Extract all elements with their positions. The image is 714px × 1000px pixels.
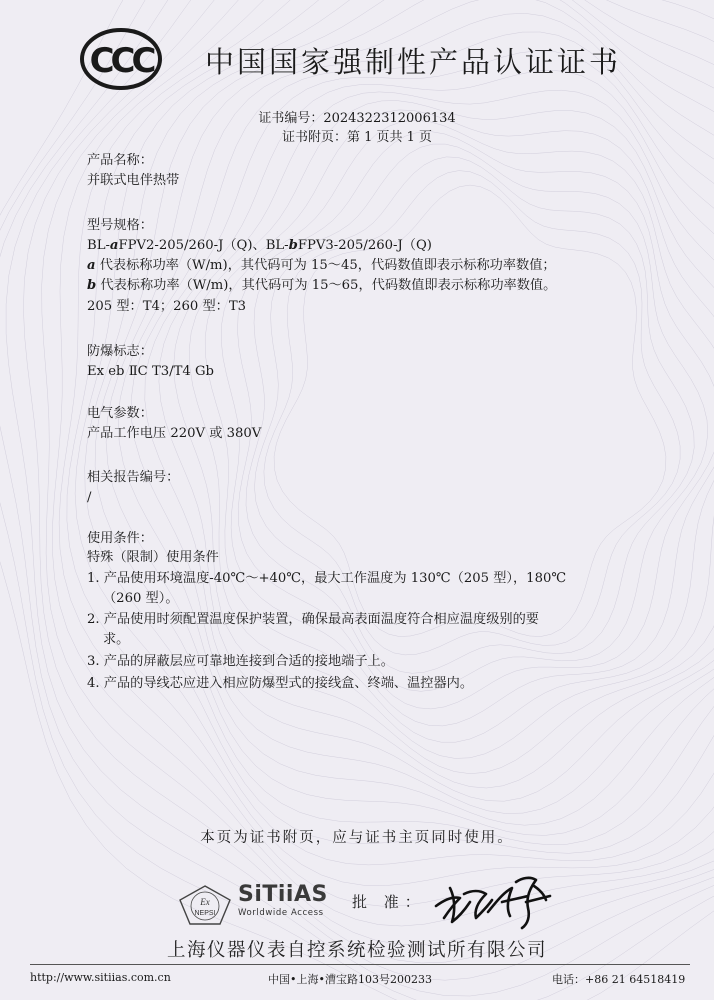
guilloche-line: [131, 32, 714, 814]
model-var-b: b: [87, 278, 97, 293]
condition-number: 3.: [87, 654, 100, 669]
ccc-logo: [80, 28, 162, 90]
nepsi-ex-logo: [178, 884, 232, 926]
condition-continuation: 求。: [103, 632, 130, 647]
model-line-3: [87, 277, 556, 295]
model-text: FPV3-205/260-J（Q): [297, 238, 432, 253]
condition-text: 产品使用环境温度-40℃～+40℃，最大工作温度为 130℃（205 型），180℃: [103, 571, 567, 586]
model-text: FPV2-205/260-J（Q)、BL-: [118, 238, 289, 253]
condition-item: [87, 675, 473, 693]
sitiias-brand: SiTiiAS: [238, 882, 328, 907]
conditions-subtitle: 特殊（限制）使用条件: [87, 550, 219, 565]
electrical-value: 产品工作电压 220V 或 380V: [87, 426, 262, 441]
approver-signature: [430, 872, 560, 932]
phone-number: 电话：+86 21 64518419: [552, 973, 686, 986]
certificate-title: 中国国家强制性产品认证证书: [205, 45, 622, 79]
footer-divider: [30, 964, 690, 965]
explosion-value: Ex eb ⅡC T3/T4 Gb: [87, 364, 214, 379]
model-label: 型号规格：: [87, 218, 153, 233]
model-var-a: a: [87, 258, 96, 273]
report-value: /: [87, 490, 92, 505]
approval-label: 批 准：: [352, 893, 426, 911]
svg-text:Ex: Ex: [200, 897, 210, 907]
condition-item: [87, 611, 539, 629]
conditions-label: 使用条件：: [87, 531, 153, 546]
condition-text: 产品使用时须配置温度保护装置，确保最高表面温度符合相应温度级别的要: [103, 612, 539, 627]
sitiias-tagline: Worldwide Access: [238, 908, 324, 918]
certificate-number: 证书编号：2024322312006134: [258, 111, 456, 126]
condition-text: 产品的屏蔽层应可靠地连接到合适的接地端子上。: [103, 654, 394, 669]
svg-text:NEPSI: NEPSI: [194, 910, 216, 917]
condition-continuation: （260 型）。: [103, 591, 179, 606]
condition-number: 4.: [87, 676, 100, 691]
condition-item: [87, 570, 566, 588]
guilloche-line: [246, 144, 708, 691]
model-text: 代表标称功率（W/m)，其代码可为 15～45，代码数值即表示标称功率数值；: [95, 258, 556, 273]
condition-number: 2.: [87, 612, 100, 627]
explosion-label: 防爆标志：: [87, 344, 153, 359]
product-name-label: 产品名称：: [87, 153, 153, 168]
model-line-4: 205 型：T4；260 型：T3: [87, 299, 247, 314]
guilloche-line: [221, 120, 714, 726]
address: 中国•上海•漕宝路103号200233: [268, 973, 432, 986]
model-line-2: [87, 257, 556, 275]
sitiias-logo: [238, 884, 328, 918]
electrical-label: 电气参数：: [87, 406, 153, 421]
report-label: 相关报告编号：: [87, 470, 180, 485]
condition-number: 1.: [87, 571, 100, 586]
model-var-b: b: [288, 238, 298, 253]
condition-item: [87, 653, 394, 671]
model-line-1: [87, 237, 432, 255]
svg-text:CCC: CCC: [89, 41, 153, 81]
condition-text: 产品的导线芯应进入相应防爆型式的接线盒、终端、温控器内。: [103, 676, 474, 691]
product-name-value: 并联式电伴热带: [87, 173, 180, 188]
website-link[interactable]: http://www.sitiias.com.cn: [30, 971, 171, 984]
model-var-a: a: [109, 238, 119, 253]
certificate-appendix: 证书附页：第 1 页共 1 页: [281, 130, 433, 145]
guilloche-line: [255, 157, 695, 673]
issuing-organization: 上海仪器仪表自控系统检验测试所有限公司: [166, 940, 547, 961]
model-text: 代表标称功率（W/m)，其代码可为 15～65，代码数值即表示标称功率数值。: [96, 278, 557, 293]
model-text: BL-: [87, 238, 110, 253]
appendix-note: 本页为证书附页，应与证书主页同时使用。: [200, 830, 514, 846]
